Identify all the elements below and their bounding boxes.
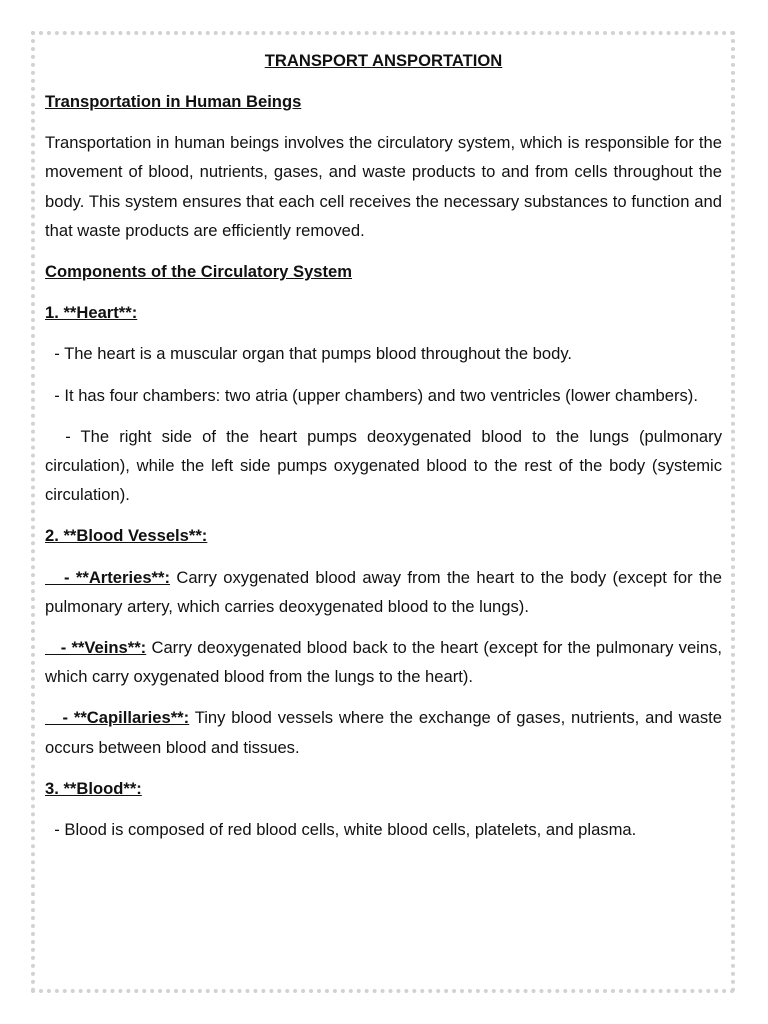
heart-heading: 1. **Heart**: <box>45 303 138 323</box>
capillaries-text: Tiny blood vessels where the exchange of gases, nutrients, and waste occurs between blood and tissues. <box>45 708 722 757</box>
veins-item <box>45 633 722 691</box>
components-heading: Components of the Circulatory System <box>45 262 353 282</box>
blood-point-1: - Blood is composed of red blood cells, white blood cells, platelets, and plasma. <box>45 820 637 840</box>
arteries-item <box>45 563 722 621</box>
veins-text: Carry deoxygenated blood back to the heart (except for the pulmonary veins, which carry oxygenated blood from the lungs to the heart). <box>45 638 722 687</box>
document-body <box>45 46 727 856</box>
capillaries-item <box>45 703 722 761</box>
intro-paragraph: Transportation in human beings involves the circulatory system, which is responsible for the movement of blood, nutrients, gases, and waste products to and from cells throughout the body. This system ensures that each cell receives the necessary substances to function and that waste products are efficiently removed. <box>45 133 722 240</box>
arteries-text: Carry oxygenated blood away from the heart to the body (except for the pulmonary artery, which carries deoxygenated blood to the lungs). <box>45 567 723 616</box>
heart-point-3: - The right side of the heart pumps deoxygenated blood to the lungs (pulmonary circulation), while the left side pumps oxygenated blood to the rest of the body (systemic circulation). <box>45 426 727 505</box>
heart-point-1: - The heart is a muscular organ that pumps blood throughout the body. <box>45 344 573 364</box>
document-title: TRANSPORT ANSPORTATION <box>264 51 503 70</box>
section-heading: Transportation in Human Beings <box>45 92 302 111</box>
veins-term: - **Veins**: <box>45 638 147 658</box>
blood-vessels-heading: 2. **Blood Vessels**: <box>45 526 208 546</box>
arteries-term: - **Arteries**: <box>45 567 170 587</box>
capillaries-term: - **Capillaries**: <box>45 708 190 728</box>
blood-heading: 3. **Blood**: <box>45 778 142 798</box>
heart-point-2: - It has four chambers: two atria (upper chambers) and two ventricles (lower chambers). <box>45 385 698 405</box>
